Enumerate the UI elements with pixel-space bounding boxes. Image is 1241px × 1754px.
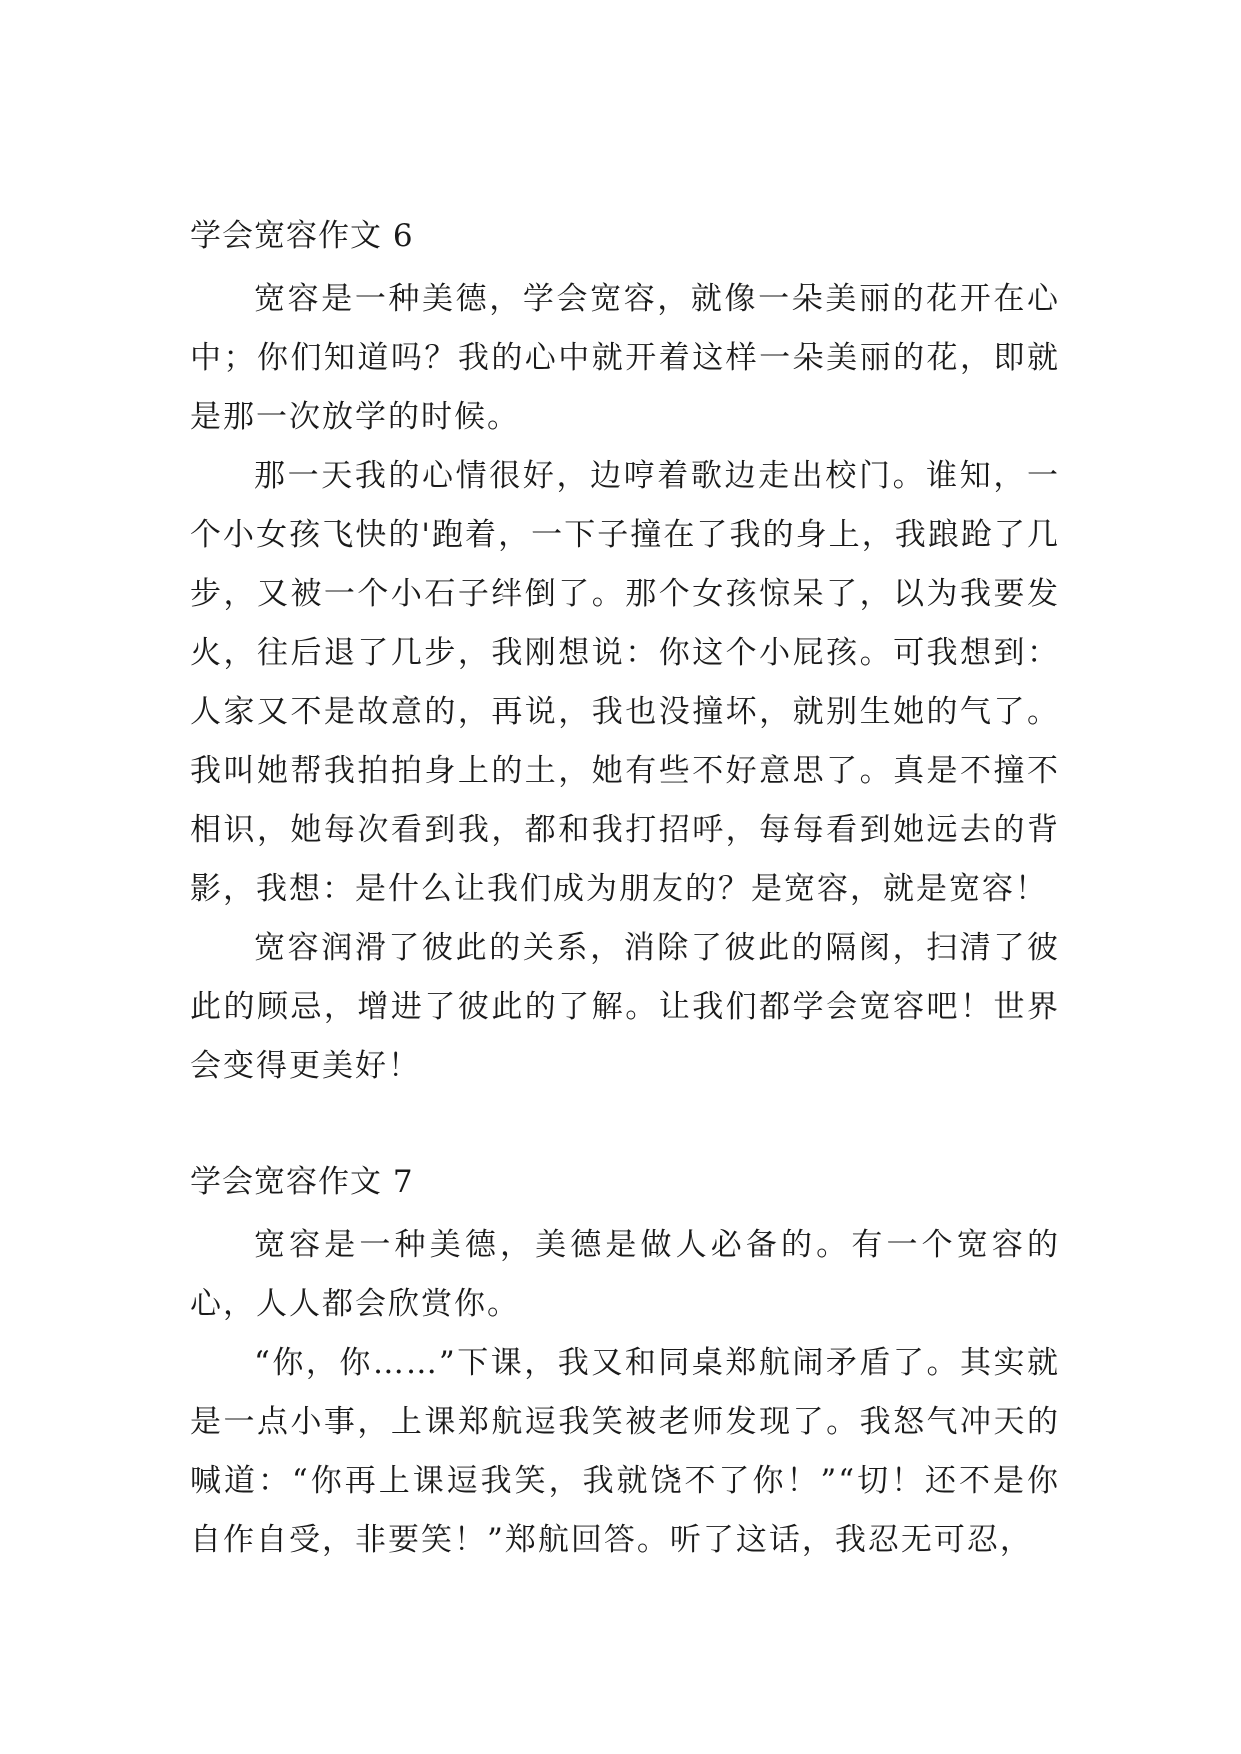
section-spacer [190,1096,1060,1160]
document-page [190,214,1060,1570]
paragraph: “你，你……”下课，我又和同桌郑航闹矛盾了。其实就是一点小事，上课郑航逗我笑被老师发现了。我怒气冲天的喊道：“你再上课逗我笑，我就饶不了你！”“切！还不是你自作自受，非要笑！”郑航回答。听了这话，我忍无可忍， [190,1345,1060,1558]
paragraph: 宽容是一种美德，美德是做人必备的。有一个宽容的心，人人都会欣赏你。 [190,1227,1060,1322]
paragraph: 宽容是一种美德，学会宽容，就像一朵美丽的花开在心中；你们知道吗？我的心中就开着这样一朵美丽的花，即就是那一次放学的时候。 [190,281,1060,435]
essay-section-6 [190,214,1060,1096]
paragraph: 宽容润滑了彼此的关系，消除了彼此的隔阂，扫清了彼此的顾忌，增进了彼此的了解。让我们都学会宽容吧！世界会变得更美好！ [190,930,1060,1084]
section-title: 学会宽容作文 6 [190,218,414,254]
paragraph: 那一天我的心情很好，边哼着歌边走出校门。谁知，一个小女孩飞快的'跑着，一下子撞在了我的身上，我踉跄了几步，又被一个小石子绊倒了。那个女孩惊呆了，以为我要发火，往后退了几步，我刚想说：你这个小屁孩。可我想到：人家又不是故意的，再说，我也没撞坏，就别生她的气了。我叫她帮我拍拍身上的土，她有些不好意思了。真是不撞不相识，她每次看到我，都和我打招呼，每每看到她远去的背影，我想：是什么让我们成为朋友的？是宽容，就是宽容！ [190,458,1060,907]
essay-section-7 [190,1160,1060,1570]
section-title: 学会宽容作文 7 [190,1164,414,1200]
